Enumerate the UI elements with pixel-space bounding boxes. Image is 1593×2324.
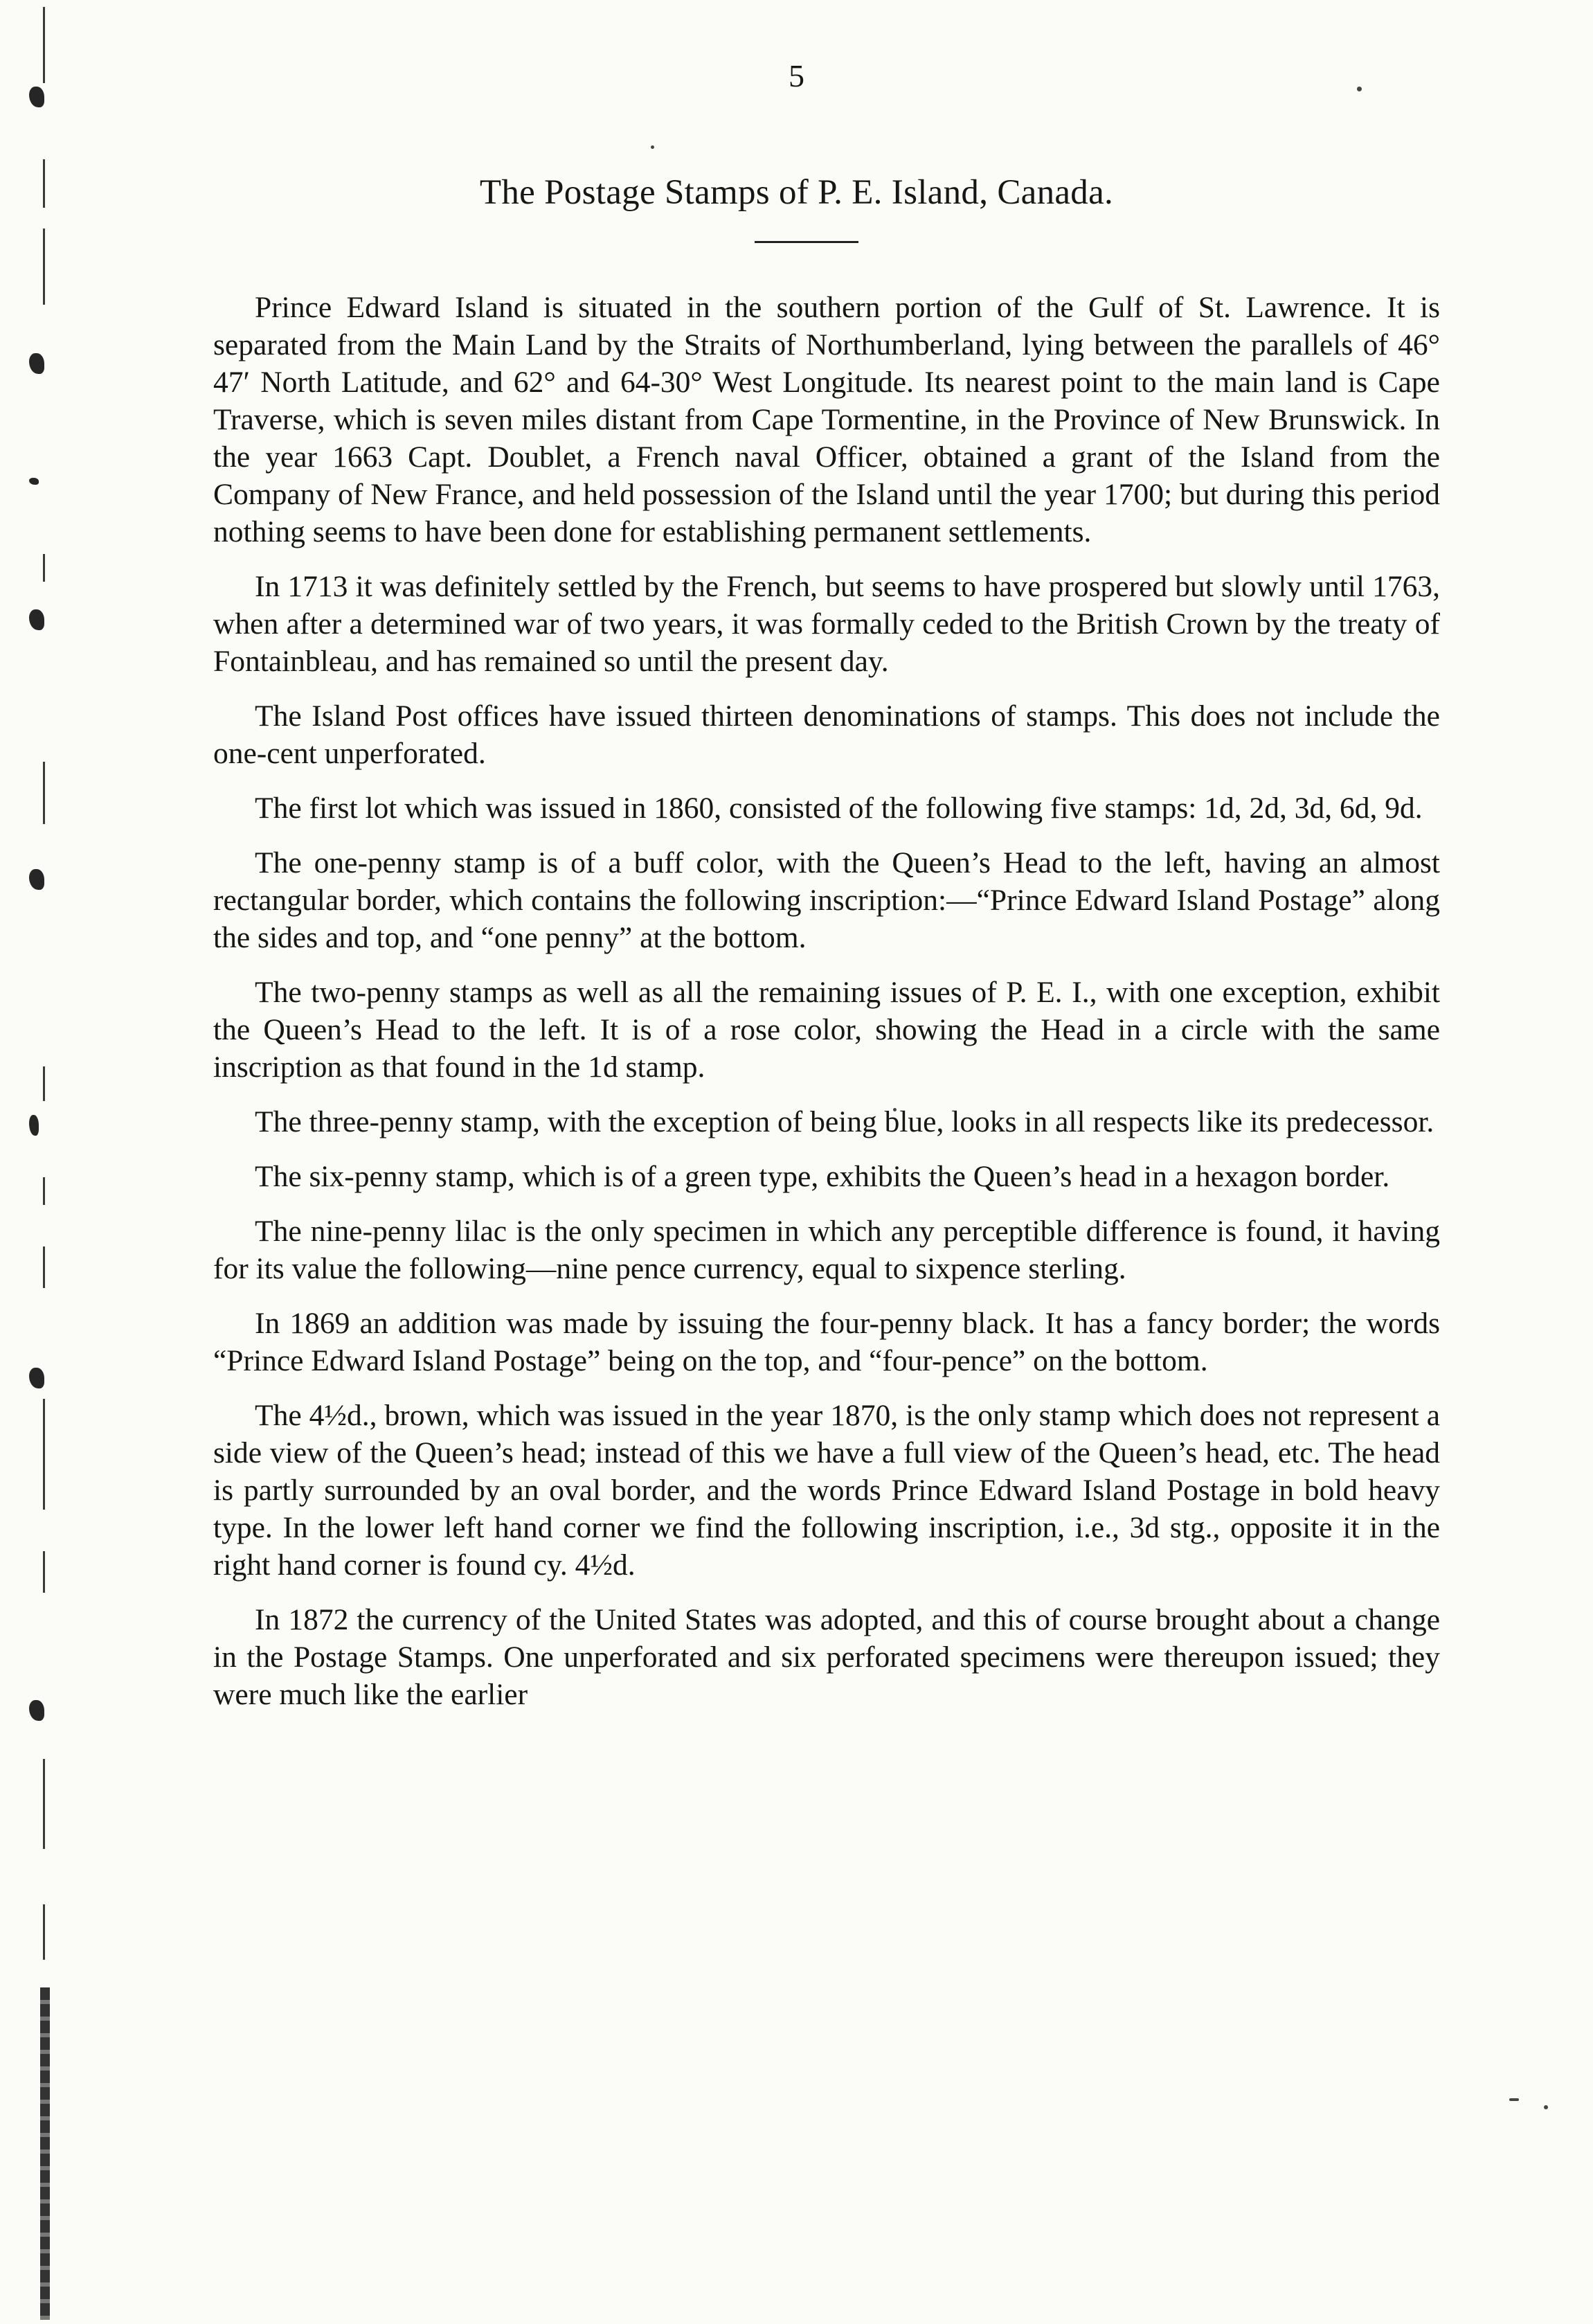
paragraph-denominations: The Island Post offices have issued thirteen denominations of stamps. This does not include the one-cent unperforated.	[213, 699, 1440, 770]
paragraph-three-penny: The three-penny stamp, with the exception of being blue, looks in all respects like its predecessor.	[255, 1105, 1434, 1138]
paragraph-1872-currency: In 1872 the currency of the United States was adopted, and this of course brought about a change in the Postage Stamps. One unperforated and six perforated specimens were thereupon issued; they were much like the earlier	[213, 1603, 1440, 1711]
article-body	[213, 289, 1440, 1731]
paragraph-settlement: In 1713 it was definitely settled by the French, but seems to have prospered but slowly until 1763, when after a determined war of two years, it was formally ceded to the British Crown by the treaty of Fontainbleau, and has remained so until the present day.	[213, 570, 1440, 678]
page-title: The Postage Stamps of P. E. Island, Canada.	[479, 173, 1114, 212]
paragraph-four-penny: In 1869 an addition was made by issuing the four-penny black. It has a fancy border; the words “Prince Edward Island Postage” being on the top, and “four-pence” on the bottom.	[213, 1307, 1440, 1377]
paragraph-nine-penny: The nine-penny lilac is the only specimen in which any perceptible difference is found, it having for its value the following—nine pence currency, equal to sixpence sterling.	[213, 1215, 1440, 1285]
paragraph-one-penny: The one-penny stamp is of a buff color, with the Queen’s Head to the left, having an almost rectangular border, which contains the following inscription:—“Prince Edward Island Postage” along the sides and top, and “one penny” at the bottom.	[213, 846, 1440, 954]
paragraph-first-lot: The first lot which was issued in 1860, consisted of the following five stamps: 1d, 2d, 3d, 6d, 9d.	[255, 792, 1423, 825]
paragraph-two-penny: The two-penny stamps as well as all the remaining issues of P. E. I., with one exception, exhibit the Queen’s Head to the left. It is of a rose color, showing the Head in a circle with the same inscription as that found in the 1d stamp.	[213, 976, 1440, 1084]
paragraph-four-half-penny: The 4½d., brown, which was issued in the year 1870, is the only stamp which does not represent a side view of the Queen’s head; instead of this we have a full view of the Queen’s head, etc. The head is partly surrounded by an oval border, and the words Prince Edward Island Postage in bold heavy type. In the lower left hand corner we find the following inscription, i.e., 3d stg., opposite it in the right hand corner is found cy. 4½d.	[213, 1399, 1440, 1582]
page-number: 5	[789, 58, 804, 93]
title-divider	[755, 241, 858, 243]
paragraph-six-penny: The six-penny stamp, which is of a green type, exhibits the Queen’s head in a hexagon border.	[255, 1160, 1390, 1193]
paragraph-geography: Prince Edward Island is situated in the southern portion of the Gulf of St. Lawrence. It is separated from the Main Land by the Straits of Northumberland, lying between the parallels of 46° 47′ North Latitude, and 62° and 64-30° West Longitude. Its nearest point to the main land is Cape Traverse, which is seven miles distant from Cape Tormentine, in the Province of New Brunswick. In the year 1663 Capt. Doublet, a French naval Officer, obtained a grant of the Island from the Company of New France, and held possession of the Island until the year 1700; but during this period nothing seems to have been done for establishing permanent settlements.	[213, 291, 1440, 548]
